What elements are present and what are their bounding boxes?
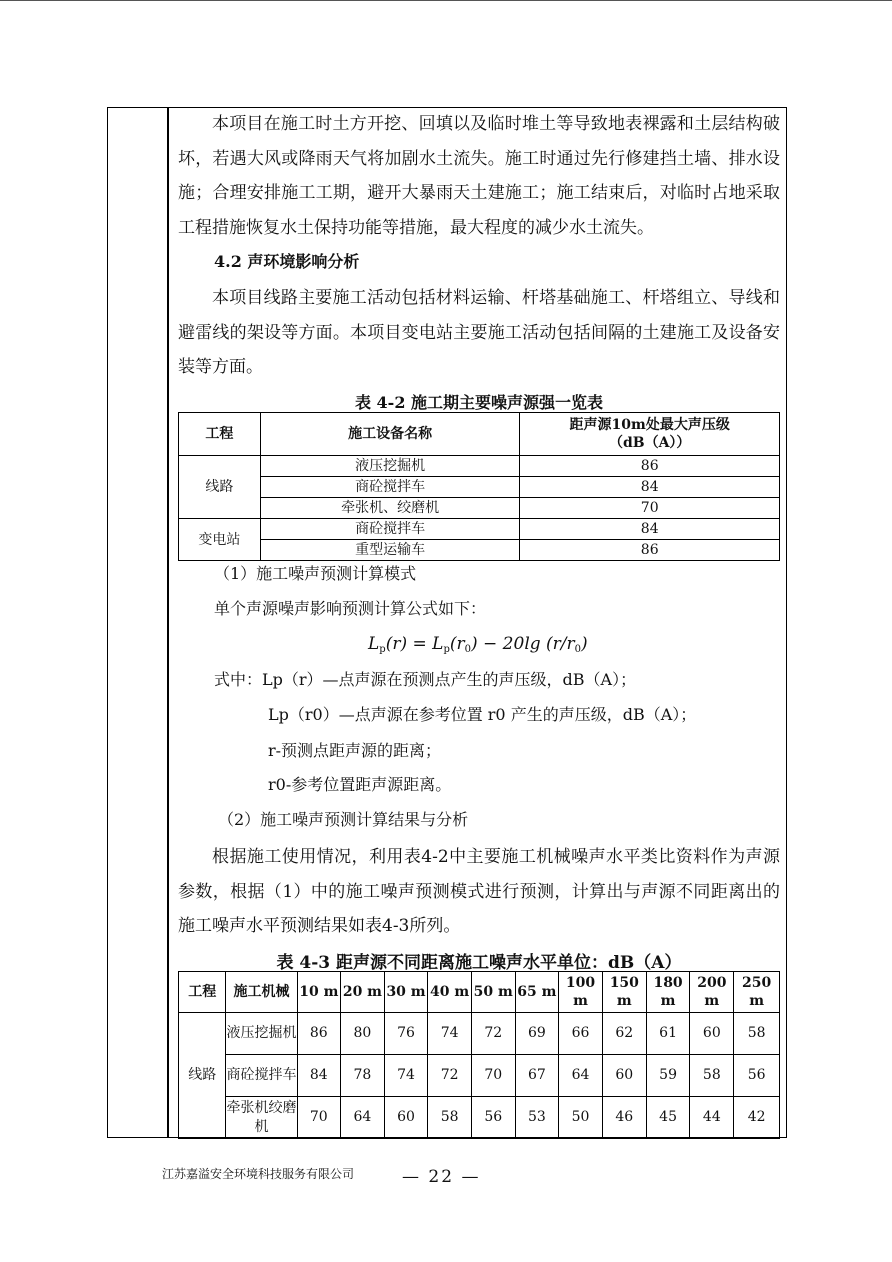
- t1-level-cell: 84: [520, 477, 780, 498]
- t2-value-cell: 86: [297, 1013, 341, 1055]
- t2-value-cell: 46: [602, 1097, 646, 1139]
- t2-header-cell: 20 m: [341, 972, 385, 1013]
- section-body: [178, 281, 780, 385]
- t2-value-cell: 67: [515, 1055, 559, 1097]
- t2-value-cell: 44: [690, 1097, 734, 1139]
- table-4-2: [178, 412, 780, 561]
- where-line-3: r-预测点距声源的距离；: [268, 741, 442, 760]
- t2-value-cell: 56: [734, 1055, 780, 1097]
- section-heading: 4.2 声环境影响分析: [214, 252, 360, 271]
- t2-value-cell: 58: [690, 1055, 734, 1097]
- formula-part: ) − 20lg (r/r: [471, 634, 575, 654]
- formula-part: 0: [464, 644, 471, 655]
- formula-part: 0: [574, 644, 582, 655]
- t2-value-cell: 50: [559, 1097, 603, 1139]
- t2-value-cell: 72: [471, 1013, 515, 1055]
- t2-header-cell: 180 m: [646, 972, 690, 1013]
- table1-caption: 表 4-2 施工期主要噪声源强一览表: [354, 393, 604, 412]
- t2-header-cell: 30 m: [384, 972, 428, 1013]
- frame-divider: [167, 107, 169, 1138]
- where-line-4: r0-参考位置距声源距离。: [268, 775, 452, 794]
- analysis-paragraph: 根据施工使用情况，利用表4-2中主要施工机械噪声水平类比资料作为声源参数，根据（1）中的施工噪声预测模式进行预测，计算出与声源不同距离出的施工噪声水平预测结果如表4-3所列。: [178, 847, 780, 936]
- t1-level-cell: 84: [520, 519, 780, 540]
- t2-value-cell: 62: [602, 1013, 646, 1055]
- t2-header-cell: 250 m: [734, 972, 780, 1013]
- t1-equipment-cell: 液压挖掘机: [260, 456, 520, 477]
- t2-value-cell: 53: [515, 1097, 559, 1139]
- t2-value-cell: 56: [471, 1097, 515, 1139]
- t1-equipment-cell: 重型运输车: [260, 540, 520, 561]
- formula-part: L: [432, 634, 444, 654]
- formula-part: (r) =: [385, 634, 433, 654]
- table-row: [179, 456, 780, 477]
- formula-part: ): [581, 634, 588, 654]
- footer-company: 江苏嘉溢安全环境科技服务有限公司: [162, 1167, 355, 1181]
- t1-header-level: [520, 413, 780, 456]
- t2-machine-cell: 液压挖掘机: [226, 1013, 297, 1055]
- intro-paragraph: 本项目在施工时土方开挖、回填以及临时堆土等导致地表裸露和土层结构破坏，若遇大风或降雨天气将加剧水土流失。施工时通过先行修建挡土墙、排水设施；合理安排施工工期，避开大暴雨天土建施工；施工结束后，对临时占地采取工程措施恢复水土保持功能等措施，最大程度的减少水土流失。: [178, 114, 780, 238]
- t2-value-cell: 78: [341, 1055, 385, 1097]
- t1-project-cell: 线路: [179, 456, 261, 519]
- t2-value-cell: 70: [471, 1055, 515, 1097]
- t2-value-cell: 72: [428, 1055, 472, 1097]
- t2-header-cell: 100 m: [559, 972, 603, 1013]
- t1-header-project: 工程: [179, 413, 261, 456]
- t2-value-cell: 64: [559, 1055, 603, 1097]
- t1-header-level-a: 距声源10m处最大声压级: [569, 417, 730, 433]
- t2-value-cell: 45: [646, 1097, 690, 1139]
- t1-header-equipment: 施工设备名称: [260, 413, 520, 456]
- table-row: [179, 1097, 780, 1139]
- page-number: — 22 —: [402, 1167, 481, 1187]
- t1-level-cell: 70: [520, 498, 780, 519]
- table-row: [179, 1055, 780, 1097]
- formula-part: L: [368, 634, 380, 654]
- t2-value-cell: 60: [690, 1013, 734, 1055]
- t1-level-cell: 86: [520, 456, 780, 477]
- formula-part: p: [443, 644, 450, 655]
- table-4-3: [178, 971, 780, 1139]
- formula-part: p: [379, 644, 386, 655]
- table-row: [179, 540, 780, 561]
- t2-value-cell: 60: [602, 1055, 646, 1097]
- t2-header-cell: 工程: [179, 972, 226, 1013]
- formula-intro: 单个声源噪声影响预测计算公式如下：: [214, 599, 487, 618]
- t1-equipment-cell: 商砼搅拌车: [260, 519, 520, 540]
- t2-value-cell: 64: [341, 1097, 385, 1139]
- t2-value-cell: 42: [734, 1097, 780, 1139]
- top-rule: [0, 0, 892, 1]
- t2-value-cell: 60: [384, 1097, 428, 1139]
- table-row: [179, 519, 780, 540]
- analysis-body: [178, 840, 780, 944]
- t2-value-cell: 69: [515, 1013, 559, 1055]
- t2-value-cell: 61: [646, 1013, 690, 1055]
- t2-header-cell: 施工机械: [226, 972, 297, 1013]
- t2-value-cell: 76: [384, 1013, 428, 1055]
- section-paragraph: 本项目线路主要施工活动包括材料运输、杆塔基础施工、杆塔组立、导线和避雷线的架设等方面。本项目变电站主要施工活动包括间隔的土建施工及设备安装等方面。: [178, 288, 780, 377]
- t2-header-cell: 50 m: [471, 972, 515, 1013]
- t1-equipment-cell: 商砼搅拌车: [260, 477, 520, 498]
- table-row: [179, 1013, 780, 1055]
- t2-project-cell: 线路: [179, 1013, 226, 1139]
- t2-value-cell: 74: [428, 1013, 472, 1055]
- t2-value-cell: 84: [297, 1055, 341, 1097]
- t2-value-cell: 59: [646, 1055, 690, 1097]
- t2-header-cell: 200 m: [690, 972, 734, 1013]
- t2-machine-cell: 牵张机绞磨机: [226, 1097, 297, 1139]
- t2-value-cell: 58: [428, 1097, 472, 1139]
- subheading-2: （2）施工噪声预测计算结果与分析: [218, 810, 469, 829]
- t2-value-cell: 80: [341, 1013, 385, 1055]
- t2-header-cell: 10 m: [297, 972, 341, 1013]
- table-row: [179, 498, 780, 519]
- where-line-1: 式中：Lp（r）—点声源在预测点产生的声压级，dB（A）；: [214, 670, 637, 689]
- formula: [368, 634, 588, 655]
- t2-machine-cell: 商砼搅拌车: [226, 1055, 297, 1097]
- t1-equipment-cell: 牵张机、绞磨机: [260, 498, 520, 519]
- table-row: [179, 477, 780, 498]
- t2-header-cell: 150 m: [602, 972, 646, 1013]
- t1-level-cell: 86: [520, 540, 780, 561]
- t2-header-cell: 40 m: [428, 972, 472, 1013]
- body-text: [178, 107, 780, 245]
- t1-header-level-b: （dB（A））: [608, 435, 691, 451]
- t2-value-cell: 58: [734, 1013, 780, 1055]
- t1-project-cell: 变电站: [179, 519, 261, 561]
- table2-caption: 表 4-3 距声源不同距离施工噪声水平单位：dB（A）: [276, 953, 682, 973]
- t2-header-cell: 65 m: [515, 972, 559, 1013]
- t2-value-cell: 66: [559, 1013, 603, 1055]
- t2-value-cell: 74: [384, 1055, 428, 1097]
- t2-value-cell: 70: [297, 1097, 341, 1139]
- formula-part: (r: [449, 634, 465, 654]
- subheading-1: （1）施工噪声预测计算模式: [214, 564, 417, 583]
- where-line-2: Lp（r0）—点声源在参考位置 r0 产生的声压级，dB（A）；: [268, 705, 697, 724]
